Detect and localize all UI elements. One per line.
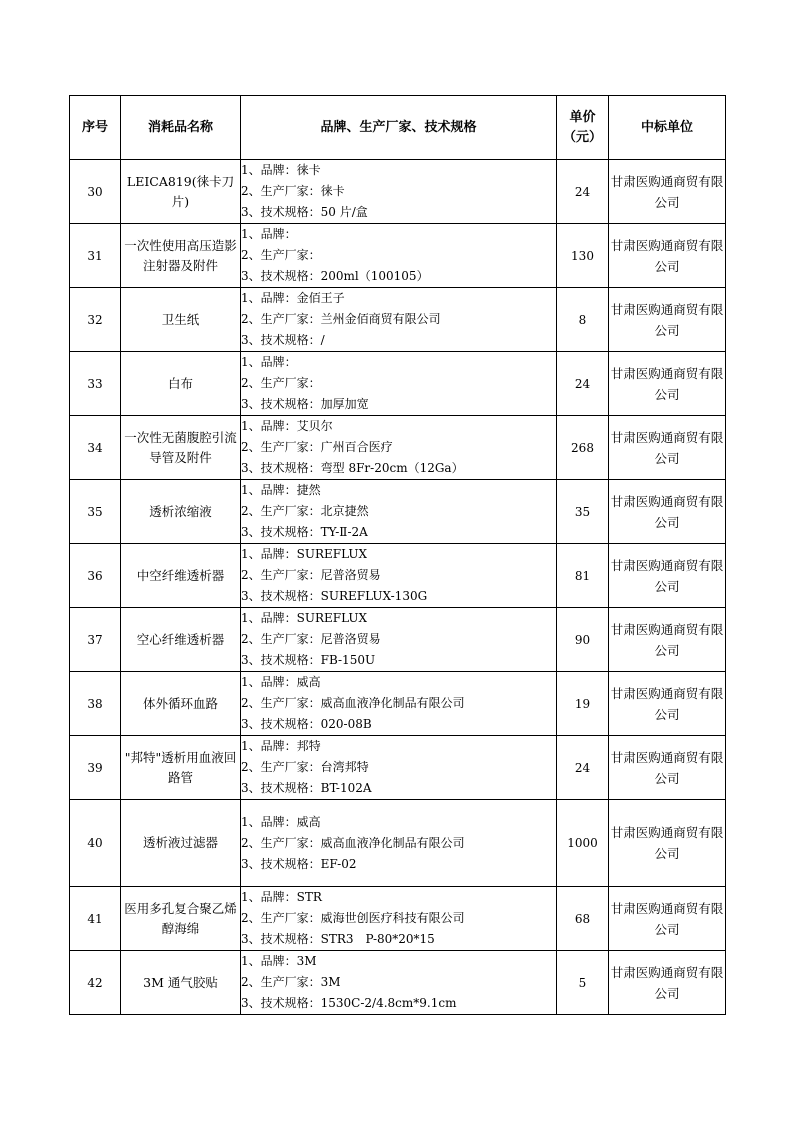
spec-line: 2、生产厂家：台湾邦特 xyxy=(241,760,369,774)
spec-line: 3、技术规格：STR3 P-80*20*15 xyxy=(241,932,435,946)
spec-line: 2、生产厂家： xyxy=(241,248,321,262)
row-index: 42 xyxy=(70,951,121,1015)
spec-cell xyxy=(241,288,557,352)
row-index: 40 xyxy=(70,800,121,887)
spec-line: 2、生产厂家：威高血液净化制品有限公司 xyxy=(241,835,465,850)
table-row xyxy=(70,800,726,887)
spec-cell xyxy=(241,887,557,951)
row-index: 38 xyxy=(70,672,121,736)
unit-price: 24 xyxy=(557,352,609,416)
spec-line: 1、品牌：3M xyxy=(241,954,317,968)
winning-bidder: 甘肃医购通商贸有限公司 xyxy=(609,887,726,951)
unit-price: 130 xyxy=(557,224,609,288)
row-index: 30 xyxy=(70,160,121,224)
item-name: "邦特"透析用血液回路管 xyxy=(121,736,241,800)
spec-cell xyxy=(241,544,557,608)
spec-cell xyxy=(241,800,557,887)
spec-line: 3、技术规格：1530C-2/4.8cm*9.1cm xyxy=(241,996,457,1010)
item-name: 透析液过滤器 xyxy=(121,800,241,887)
unit-price: 24 xyxy=(557,160,609,224)
item-name: LEICA819(徕卡刀片) xyxy=(121,160,241,224)
winning-bidder: 甘肃医购通商贸有限公司 xyxy=(609,800,726,887)
spec-line: 2、生产厂家：广州百合医疗 xyxy=(241,440,393,454)
table-row xyxy=(70,951,726,1015)
spec-line: 1、品牌：STR xyxy=(241,890,322,904)
unit-price: 19 xyxy=(557,672,609,736)
spec-line: 3、技术规格：TY-Ⅱ-2A xyxy=(241,525,368,539)
header-name: 消耗品名称 xyxy=(121,96,241,160)
spec-line: 1、品牌：SUREFLUX xyxy=(241,611,368,625)
winning-bidder: 甘肃医购通商贸有限公司 xyxy=(609,480,726,544)
spec-line: 3、技术规格：弯型 8Fr-20cm（12Ga） xyxy=(241,461,464,475)
unit-price: 81 xyxy=(557,544,609,608)
spec-line: 3、技术规格：FB-150U xyxy=(241,653,376,667)
spec-cell xyxy=(241,951,557,1015)
spec-line: 3、技术规格：加厚加宽 xyxy=(241,397,369,411)
item-name: 一次性使用高压造影注射器及附件 xyxy=(121,224,241,288)
unit-price: 68 xyxy=(557,887,609,951)
row-index: 32 xyxy=(70,288,121,352)
spec-line: 1、品牌：威高 xyxy=(241,675,321,689)
spec-line: 3、技术规格：EF-02 xyxy=(241,856,357,871)
table-row xyxy=(70,416,726,480)
header-index: 序号 xyxy=(70,96,121,160)
item-name: 体外循环血路 xyxy=(121,672,241,736)
item-name: 卫生纸 xyxy=(121,288,241,352)
table-row xyxy=(70,608,726,672)
unit-price: 90 xyxy=(557,608,609,672)
item-name: 透析浓缩液 xyxy=(121,480,241,544)
winning-bidder: 甘肃医购通商贸有限公司 xyxy=(609,672,726,736)
spec-cell xyxy=(241,480,557,544)
winning-bidder: 甘肃医购通商贸有限公司 xyxy=(609,951,726,1015)
spec-line: 1、品牌：SUREFLUX xyxy=(241,547,368,561)
spec-line: 2、生产厂家：3M xyxy=(241,975,341,989)
spec-line: 3、技术规格：200ml（100105） xyxy=(241,269,429,283)
table-row xyxy=(70,224,726,288)
spec-line: 1、品牌：金佰王子 xyxy=(241,291,345,305)
spec-line: 1、品牌： xyxy=(241,355,297,369)
spec-line: 2、生产厂家：兰州金佰商贸有限公司 xyxy=(241,312,441,326)
header-price: 单价 （元） xyxy=(557,96,609,160)
spec-cell xyxy=(241,672,557,736)
unit-price: 8 xyxy=(557,288,609,352)
row-index: 33 xyxy=(70,352,121,416)
winning-bidder: 甘肃医购通商贸有限公司 xyxy=(609,736,726,800)
spec-line: 2、生产厂家：尼普洛贸易 xyxy=(241,568,381,582)
row-index: 35 xyxy=(70,480,121,544)
row-index: 39 xyxy=(70,736,121,800)
spec-line: 1、品牌：捷然 xyxy=(241,483,321,497)
row-index: 34 xyxy=(70,416,121,480)
winning-bidder: 甘肃医购通商贸有限公司 xyxy=(609,544,726,608)
spec-cell xyxy=(241,416,557,480)
row-index: 37 xyxy=(70,608,121,672)
winning-bidder: 甘肃医购通商贸有限公司 xyxy=(609,352,726,416)
spec-cell xyxy=(241,160,557,224)
spec-line: 3、技术规格：SUREFLUX-130G xyxy=(241,589,428,603)
spec-cell xyxy=(241,352,557,416)
winning-bidder: 甘肃医购通商贸有限公司 xyxy=(609,416,726,480)
spec-cell xyxy=(241,608,557,672)
item-name: 白布 xyxy=(121,352,241,416)
item-name: 医用多孔复合聚乙烯醇海绵 xyxy=(121,887,241,951)
spec-line: 3、技术规格：BT-102A xyxy=(241,781,372,795)
spec-cell xyxy=(241,736,557,800)
winning-bidder: 甘肃医购通商贸有限公司 xyxy=(609,288,726,352)
table-row xyxy=(70,887,726,951)
item-name: 3M 通气胶贴 xyxy=(121,951,241,1015)
spec-line: 2、生产厂家：北京捷然 xyxy=(241,504,369,518)
spec-line: 3、技术规格：50 片/盒 xyxy=(241,205,368,219)
winning-bidder: 甘肃医购通商贸有限公司 xyxy=(609,160,726,224)
spec-line: 1、品牌： xyxy=(241,227,297,241)
spec-line: 1、品牌：威高 xyxy=(241,814,321,829)
spec-line: 2、生产厂家：徕卡 xyxy=(241,184,345,198)
unit-price: 24 xyxy=(557,736,609,800)
table-row xyxy=(70,736,726,800)
row-index: 41 xyxy=(70,887,121,951)
spec-line: 2、生产厂家：威高血液净化制品有限公司 xyxy=(241,696,465,710)
table-row xyxy=(70,480,726,544)
table-row xyxy=(70,288,726,352)
header-row xyxy=(70,96,726,160)
header-spec: 品牌、生产厂家、技术规格 xyxy=(241,96,557,160)
winning-bidder: 甘肃医购通商贸有限公司 xyxy=(609,608,726,672)
spec-cell xyxy=(241,224,557,288)
spec-line: 1、品牌：徕卡 xyxy=(241,163,321,177)
spec-line: 3、技术规格：020-08B xyxy=(241,717,372,731)
header-winner: 中标单位 xyxy=(609,96,726,160)
item-name: 中空纤维透析器 xyxy=(121,544,241,608)
spec-line: 1、品牌：邦特 xyxy=(241,739,321,753)
table-body xyxy=(70,160,726,1015)
item-name: 一次性无菌腹腔引流导管及附件 xyxy=(121,416,241,480)
row-index: 36 xyxy=(70,544,121,608)
table-row xyxy=(70,160,726,224)
spec-line: 1、品牌：艾贝尔 xyxy=(241,419,333,433)
spec-line: 2、生产厂家：威海世创医疗科技有限公司 xyxy=(241,911,465,925)
table-row xyxy=(70,352,726,416)
unit-price: 1000 xyxy=(557,800,609,887)
unit-price: 35 xyxy=(557,480,609,544)
spec-line: 2、生产厂家： xyxy=(241,376,321,390)
table-row xyxy=(70,544,726,608)
unit-price: 268 xyxy=(557,416,609,480)
table-row xyxy=(70,672,726,736)
row-index: 31 xyxy=(70,224,121,288)
procurement-table xyxy=(69,95,726,1015)
spec-line: 3、技术规格：/ xyxy=(241,333,325,347)
spec-line: 2、生产厂家：尼普洛贸易 xyxy=(241,632,381,646)
item-name: 空心纤维透析器 xyxy=(121,608,241,672)
unit-price: 5 xyxy=(557,951,609,1015)
winning-bidder: 甘肃医购通商贸有限公司 xyxy=(609,224,726,288)
